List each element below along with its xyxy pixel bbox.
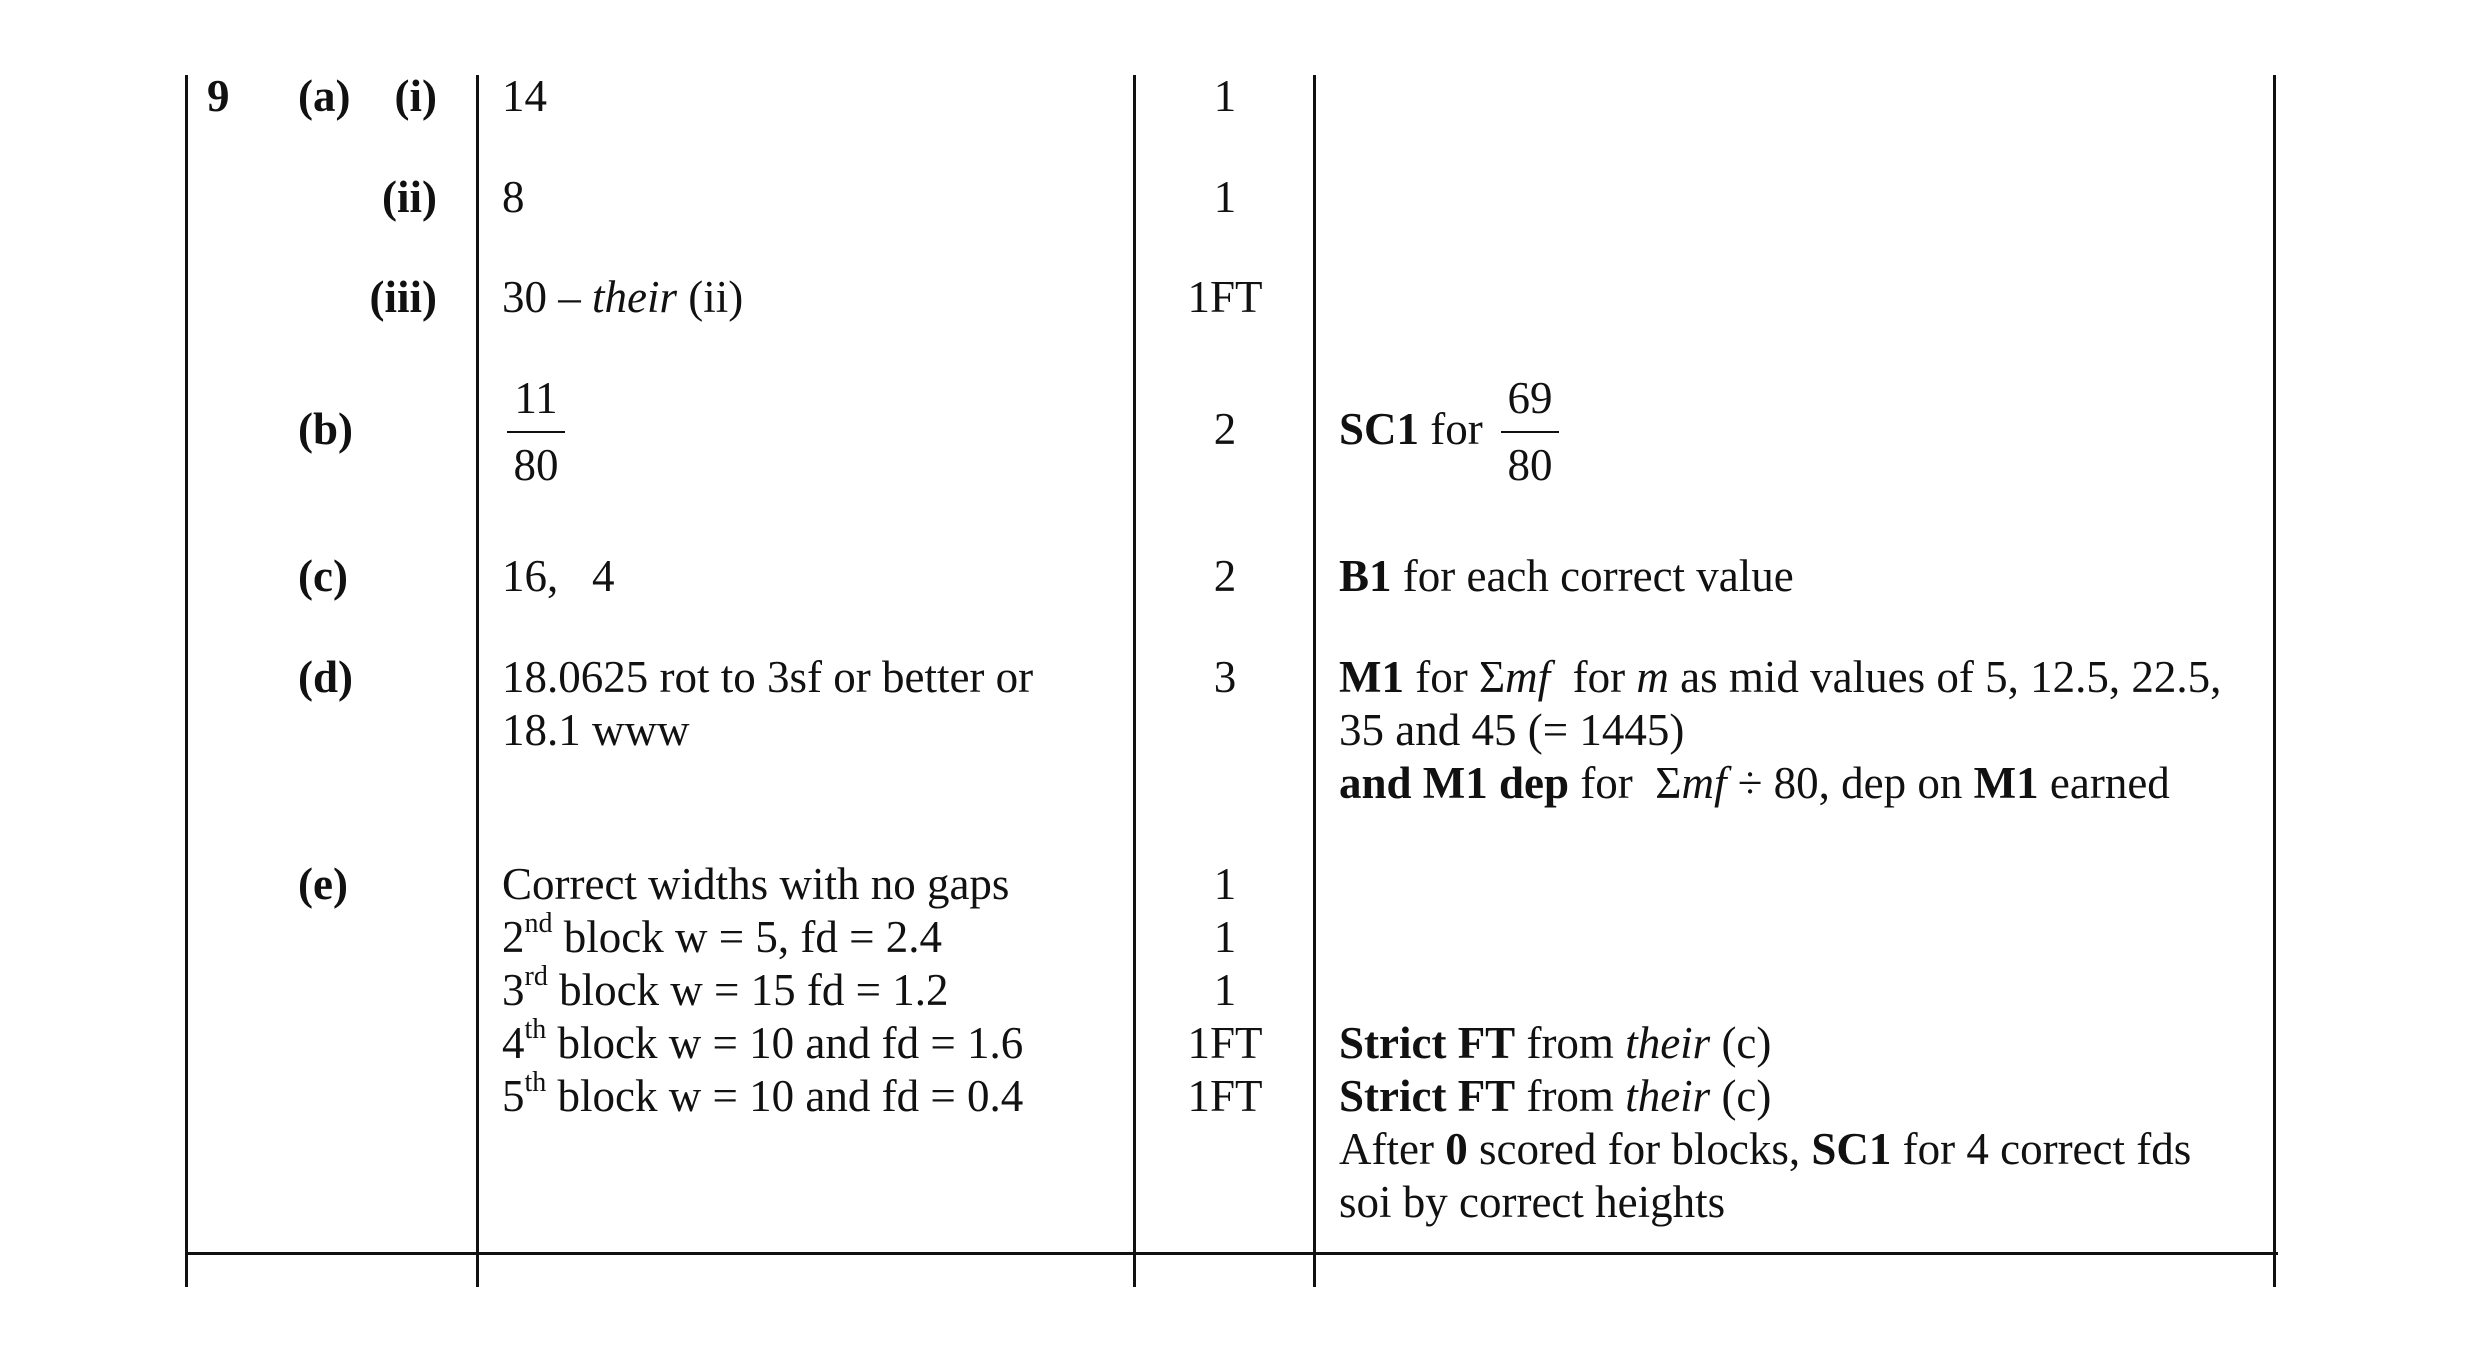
column-divider-guidance (1313, 75, 1316, 1287)
sub-label-ii: (ii) (382, 172, 437, 222)
guidance-d-dep-a: for Σ (1569, 758, 1682, 808)
ordinal-suffix: rd (524, 961, 548, 992)
answer-e-line-4 (502, 1014, 1024, 1070)
part-label-c: (c) (298, 551, 348, 601)
guidance-b-denominator: 80 (1507, 440, 1553, 490)
answer-b-fraction (507, 372, 565, 492)
guidance-d-dep-m1: M1 (1973, 758, 2039, 808)
guidance-d-text-a: for Σ (1403, 652, 1506, 702)
guidance-d-line-1 (1339, 651, 2221, 704)
answer-b-denominator: 80 (513, 440, 559, 490)
ordinal-suffix: th (524, 1067, 547, 1098)
mark-e-line-2: 1 (1213, 912, 1237, 962)
block-description: block w = 5, fd = 2.4 (552, 912, 942, 962)
guidance-e-line-4 (1339, 1017, 1771, 1070)
guidance-d-dep-b: ÷ 80, dep on (1726, 758, 1974, 808)
answer-e-line-3 (502, 961, 949, 1017)
answer-e-line-1: Correct widths with no gaps (502, 859, 1010, 909)
guidance-d-m: m (1636, 652, 1669, 702)
part-label-d: (d) (298, 652, 353, 702)
guidance-d-text-c: as mid values of 5, 12.5, 22.5, (1668, 652, 2222, 702)
answer-b-numerator: 11 (514, 373, 558, 423)
guidance-b-fraction (1501, 372, 1559, 492)
ordinal-number: 2 (502, 912, 525, 962)
answer-a-iii (502, 271, 743, 324)
sub-label-iii: (iii) (369, 272, 437, 322)
after-text-a: After (1339, 1124, 1446, 1174)
answer-a-iii-suffix: (ii) (677, 272, 744, 322)
guidance-text: from (1515, 1018, 1626, 1068)
table-border-right (2273, 75, 2276, 1287)
mark-c: 2 (1213, 551, 1237, 601)
guidance-ref: (c) (1710, 1018, 1772, 1068)
guidance-text: from (1515, 1071, 1626, 1121)
ordinal-suffix: th (524, 1014, 547, 1045)
guidance-d-line-3 (1339, 757, 2170, 810)
guidance-b-numerator: 69 (1507, 373, 1553, 423)
fraction-bar (507, 431, 565, 433)
mark-d: 3 (1213, 652, 1237, 702)
guidance-c-code: B1 (1339, 551, 1392, 601)
guidance-their: their (1625, 1071, 1711, 1121)
mark-a-iii: 1FT (1187, 272, 1263, 322)
guidance-d-text-b: for (1550, 652, 1637, 702)
answer-c: 16, 4 (502, 551, 615, 601)
fraction-bar (1501, 431, 1559, 433)
guidance-e-after (1339, 1123, 2191, 1176)
ordinal-number: 5 (502, 1071, 525, 1121)
answer-e-line-2 (502, 908, 942, 964)
answer-d-line-2: 18.1 www (502, 705, 690, 755)
strict-ft-label: Strict FT (1339, 1018, 1516, 1068)
after-text-c: for 4 correct fds (1891, 1124, 2192, 1174)
mark-e-line-3: 1 (1213, 965, 1237, 1015)
mark-e-line-1: 1 (1213, 859, 1237, 909)
guidance-d-dep-c: earned (2038, 758, 2170, 808)
mark-b: 2 (1213, 404, 1237, 454)
guidance-their: their (1625, 1018, 1711, 1068)
answer-a-ii: 8 (502, 172, 525, 222)
table-border-left (185, 75, 188, 1287)
row-bottom-rule (185, 1252, 2278, 1255)
guidance-d-mf: mf (1505, 652, 1551, 702)
guidance-b-text: for (1419, 404, 1483, 454)
answer-a-iii-their: their (592, 272, 677, 322)
ordinal-number: 3 (502, 965, 525, 1015)
guidance-c (1339, 550, 1794, 603)
answer-e-line-5 (502, 1067, 1024, 1123)
ordinal-suffix: nd (524, 908, 553, 939)
guidance-c-text: for each correct value (1391, 551, 1794, 601)
mark-e-line-5: 1FT (1187, 1071, 1263, 1121)
ordinal-number: 4 (502, 1018, 525, 1068)
part-label-e: (e) (298, 859, 348, 909)
block-description: block w = 15 fd = 1.2 (547, 965, 949, 1015)
mark-a-ii: 1 (1213, 172, 1237, 222)
part-label-b: (b) (298, 404, 353, 454)
part-label-a: (a) (298, 71, 351, 121)
question-number: 9 (207, 71, 230, 121)
column-divider-answer (476, 75, 479, 1287)
block-description: block w = 10 and fd = 0.4 (546, 1071, 1024, 1121)
mark-e-line-4: 1FT (1187, 1018, 1263, 1068)
guidance-e-after-line-2: soi by correct heights (1339, 1177, 1726, 1227)
column-divider-marks (1133, 75, 1136, 1287)
strict-ft-label: Strict FT (1339, 1071, 1516, 1121)
guidance-d-dep-mf: mf (1681, 758, 1727, 808)
guidance-ref: (c) (1710, 1071, 1772, 1121)
guidance-d-code: M1 (1339, 652, 1404, 702)
guidance-b (1339, 403, 1483, 456)
after-zero: 0 (1445, 1124, 1468, 1174)
answer-a-i: 14 (502, 71, 547, 121)
sub-label-i: (i) (394, 71, 437, 121)
guidance-d-line-2: 35 and 45 (= 1445) (1339, 705, 1685, 755)
after-text-b: scored for blocks, (1467, 1124, 1812, 1174)
guidance-e-line-5 (1339, 1070, 1771, 1123)
block-description: block w = 10 and fd = 1.6 (546, 1018, 1024, 1068)
guidance-d-dep-code: and M1 dep (1339, 758, 1570, 808)
mark-a-i: 1 (1213, 71, 1237, 121)
guidance-b-code: SC1 (1339, 404, 1420, 454)
answer-d-line-1: 18.0625 rot to 3sf or better or (502, 652, 1034, 702)
after-sc1: SC1 (1811, 1124, 1892, 1174)
answer-a-iii-prefix: 30 – (502, 272, 592, 322)
